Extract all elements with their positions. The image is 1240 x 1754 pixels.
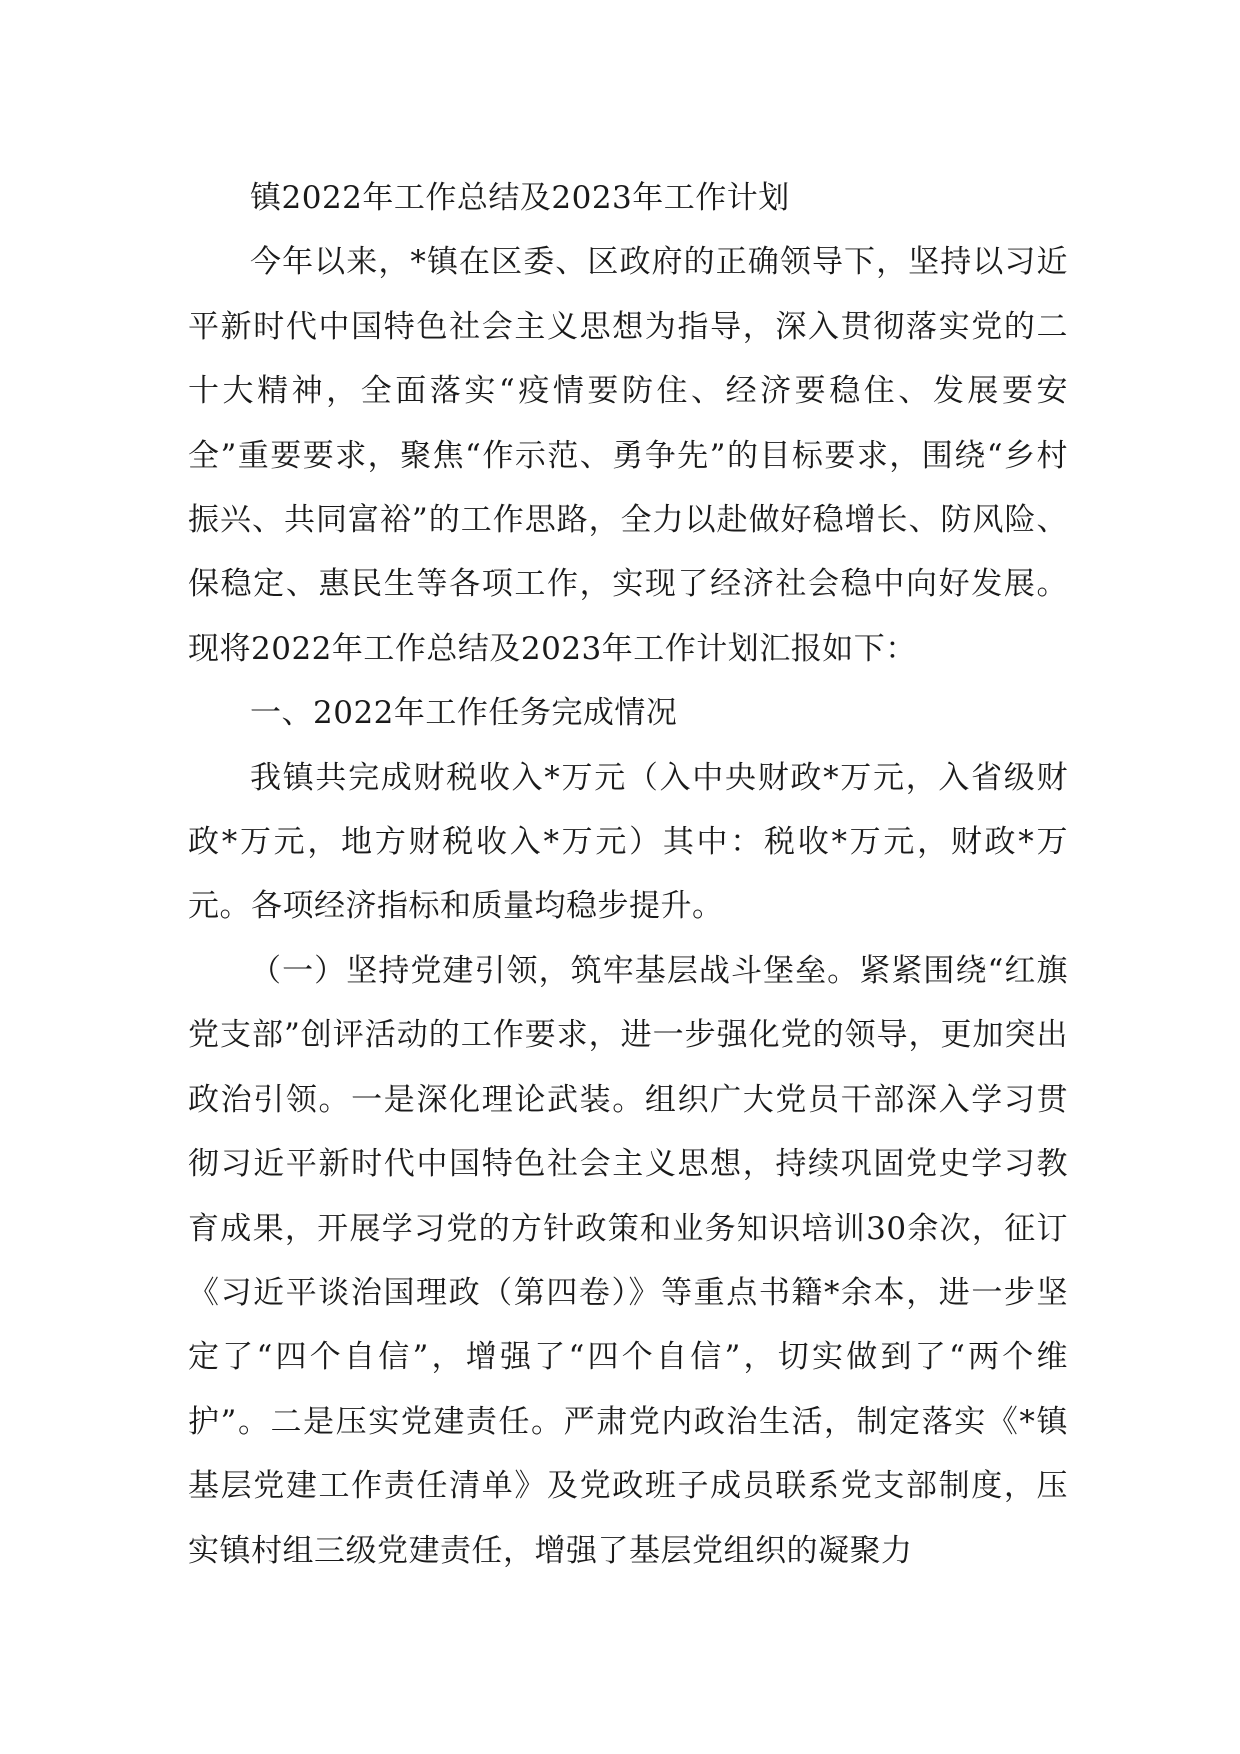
paragraph-revenue: 我镇共完成财税收入*万元（入中央财政*万元，入省级财政*万元，地方财税收入*万元）其中：税收*万元，财政*万元。各项经济指标和质量均稳步提升。 (188, 759, 1068, 925)
document-body (188, 166, 1068, 1583)
section-heading-1: 一、2022年工作任务完成情况 (250, 695, 678, 732)
paragraph-intro: 今年以来，*镇在区委、区政府的正确领导下，坚持以习近平新时代中国特色社会主义思想为指导，深入贯彻落实党的二十大精神，全面落实“疫情要防住、经济要稳住、发展要安全”重要要求，聚焦“作示范、勇争先”的目标要求，围绕“乡村振兴、共同富裕”的工作思路，全力以赴做好稳增长、防风险、保稳定、惠民生等各项工作，实现了经济社会稳中向好发展。现将2022年工作总结及2023年工作计划汇报如下： (188, 244, 1068, 667)
paragraph-party-building: （一）坚持党建引领，筑牢基层战斗堡垒。紧紧围绕“红旗党支部”创评活动的工作要求，进一步强化党的领导，更加突出政治引领。一是深化理论武装。组织广大党员干部深入学习贯彻习近平新时代中国特色社会主义思想，持续巩固党史学习教育成果，开展学习党的方针政策和业务知识培训30余次，征订《习近平谈治国理政（第四卷）》等重点书籍*余本，进一步坚定了“四个自信”，增强了“四个自信”，切实做到了“两个维护”。二是压实党建责任。严肃党内政治生活，制定落实《*镇基层党建工作责任清单》及党政班子成员联系党支部制度，压实镇村组三级党建责任，增强了基层党组织的凝聚力 (188, 952, 1068, 1569)
document-title: 镇2022年工作总结及2023年工作计划 (250, 180, 790, 216)
